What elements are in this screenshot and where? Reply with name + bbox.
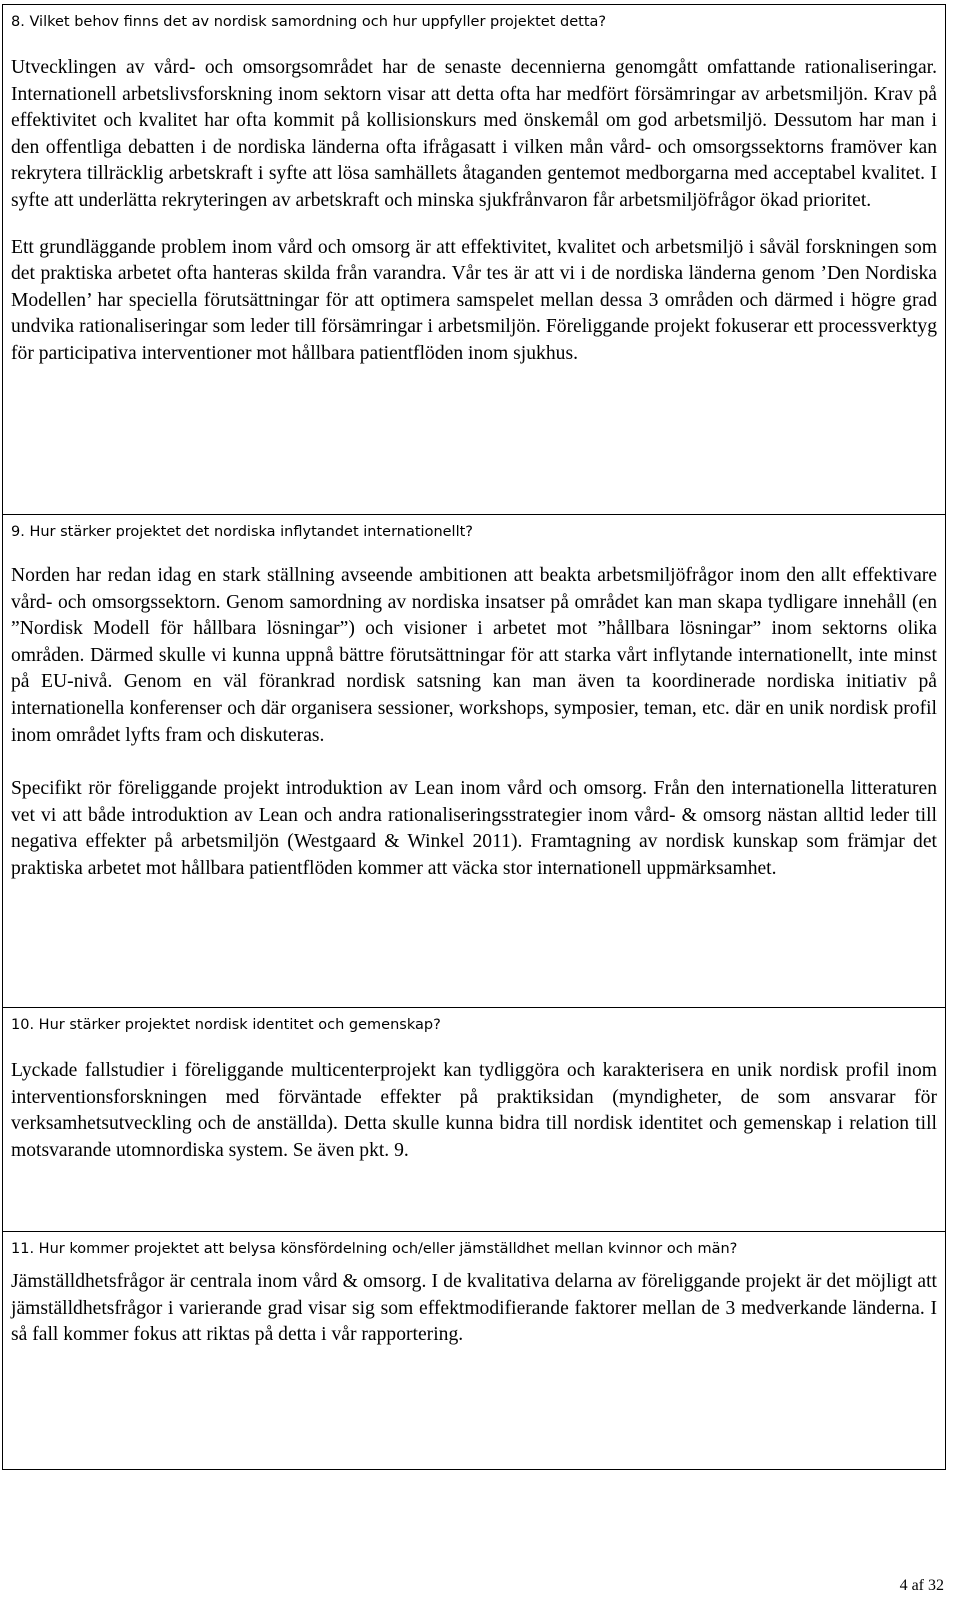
paragraph: Specifikt rör föreliggande projekt introduktion av Lean inom vård och omsorg. Från den internationella litteraturen vet vi att både introduktion av Lean och andra rationaliseringsstrategier inom vård- & omsorg nästan alltid leder till negativa effekter på arbetsmiljön (Westgaard & Winkel 2011). Framtagning av nordisk kunskap som främjar det praktiska arbetet mot hållbara patientflöden kommer att väcka stor internationell uppmärksamhet. [11, 778, 937, 879]
document-frame [2, 4, 946, 1470]
section-11 [3, 1231, 945, 1469]
paragraph: Jämställdhetsfrågor är centrala inom vård & omsorg. I de kvalitativa delarna av föreliggande projekt är det möjligt att jämställdhetsfrågor i varierande grad visar sig som effektmodifierande faktorer mellan de 3 medverkande länderna. I så fall kommer fokus att riktas på detta i vår rapportering. [11, 1271, 937, 1346]
section-9 [3, 514, 945, 1007]
question-title: 10. Hur stärker projektet nordisk identitet och gemenskap? [11, 1017, 441, 1033]
paragraph: Norden har redan idag en stark ställning avseende ambitionen att beakta arbetsmiljöfrågor inom den allt effektivare vård- och omsorgssektorn. Genom samordning av nordiska insatser på området kan man skapa tydligare innehåll (en ”Nordisk Modell för hållbara lösningar”) och visioner i arbetet mot ”hållbara lösningar” inom sektorns olika områden. Därmed skulle vi kunna uppnå bättre förutsättningar för att starka vårt inflytande internationellt, inte minst på EU-nivå. Genom en väl förankrad nordisk satsning kan man även ta koordinerade nordiska initiativ på internationella konferenser och där organisera sessioner, workshops, symposier, teman, etc. där en unik nordisk profil inom området lyfts fram och diskuteras. [11, 565, 937, 746]
question-title: 11. Hur kommer projektet att belysa könsfördelning och/eller jämställdhet mellan kvinnor och män? [11, 1241, 738, 1257]
section-8 [3, 5, 945, 514]
paragraph: Lyckade fallstudier i föreliggande multicenterprojekt kan tydliggöra och karakterisera en unik nordisk profil inom interventionsforskningen med förväntade effekter på praktiksidan (myndigheter, de som ansvarar för verksamhetsutveckling och de anställda). Detta skulle kunna bidra till nordisk identitet och gemenskap i relation till motsvarande utomnordiska system. Se även pkt. 9. [11, 1060, 937, 1161]
page-number: 4 af 32 [899, 1577, 944, 1594]
question-title: 8. Vilket behov finns det av nordisk samordning och hur uppfyller projektet detta? [11, 14, 607, 30]
paragraph: Utvecklingen av vård- och omsorgsområdet har de senaste decennierna genomgått omfattande rationaliseringar. Internationell arbetslivsforskning inom sektorn visar att detta ofta har medfört försämringar av arbetsmiljön. Krav på effektivitet och kvalitet har ofta kommit på kollisionskurs med önskemål om god arbetsmiljö. Dessutom har man i den offentliga debatten i de nordiska länderna ofta ifrågasatt i vilken mån vård- och omsorgssektorns framöver kan rekrytera tillräcklig arbetskraft i syfte att lösa samhällets åtaganden gentemot medborgarna med acceptabel kvalitet. I syfte att underlätta rekryteringen av arbetskraft och minska sjukfrånvaron får arbetsmiljöfrågor ökad prioritet. [11, 57, 937, 211]
section-10 [3, 1007, 945, 1231]
question-title: 9. Hur stärker projektet det nordiska inflytandet internationellt? [11, 524, 473, 540]
paragraph: Ett grundläggande problem inom vård och omsorg är att effektivitet, kvalitet och arbetsmiljö i såväl forskningen som det praktiska arbetet ofta hanteras skilda från varandra. Vår tes är att vi i de nordiska länderna genom ’Den Nordiska Modellen’ har speciella förutsättningar för att optimera samspelet mellan dessa 3 områden och därmed i högre grad undvika rationaliseringar som leder till försämringar i arbetsmiljön. Föreliggande projekt fokuserar ett processverktyg för participativa interventioner mot hållbara patientflöden inom sjukhus. [11, 236, 937, 364]
